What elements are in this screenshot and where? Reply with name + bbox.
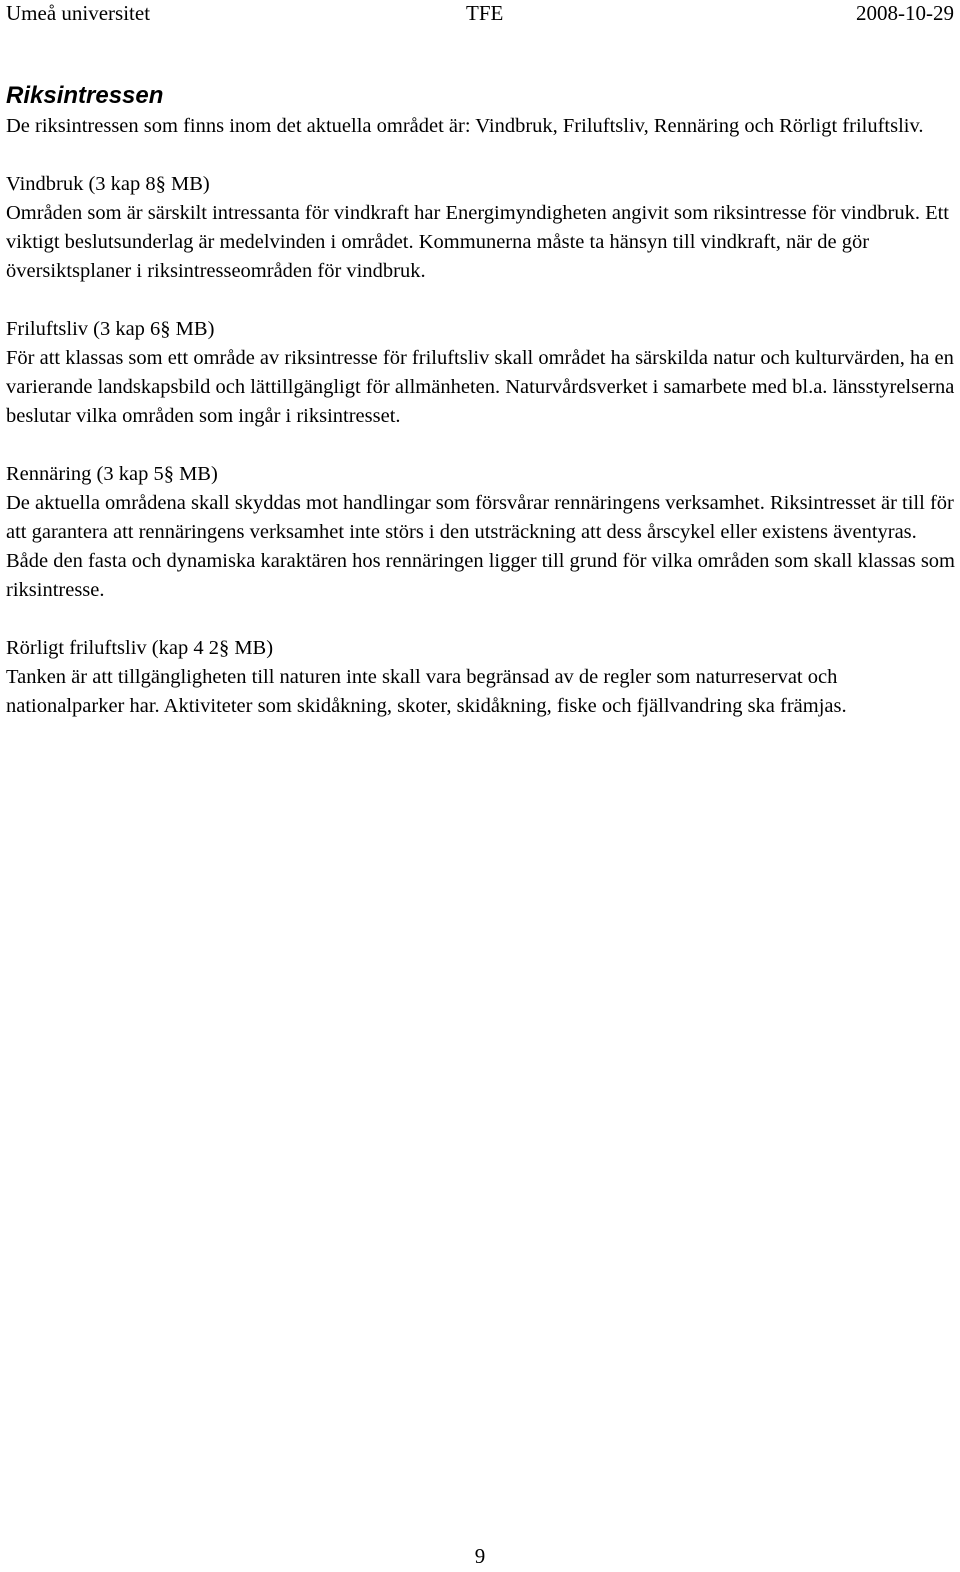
subsection-heading-vindbruk: Vindbruk (3 kap 8§ MB) — [6, 173, 210, 195]
subsection-body-friluftsliv: För att klassas som ett område av riksintresse för friluftsliv skall området ha särskilda natur och kulturvärden, ha en varierande landskapsbild och lättillgängligt för allmänheten. Naturvårdsverket i samarbete med bl.a. länsstyrelserna beslutar vilka områden som ingår i riksintresset. — [6, 347, 955, 427]
paragraph-gap — [6, 605, 956, 634]
header-department: TFE — [466, 1, 504, 25]
page-header — [6, 0, 954, 26]
subsection-body-rorligt-friluftsliv: Tanken är att tillgängligheten till naturen inte skall vara begränsad av de regler som naturreservat och nationalparker har. Aktiviteter som skidåkning, skoter, skidåkning, fiske och fjällvandring ska främjas. — [6, 666, 847, 717]
section-title: Riksintressen — [6, 82, 164, 109]
subsection-heading-friluftsliv: Friluftsliv (3 kap 6§ MB) — [6, 318, 215, 340]
document-body — [6, 80, 956, 721]
paragraph-gap — [6, 141, 956, 170]
subsection-body-vindbruk: Områden som är särskilt intressanta för vindkraft har Energimyndigheten angivit som riksintresse för vindbruk. Ett viktigt beslutsunderlag är medelvinden i området. Kommunerna måste ta hänsyn till vindkraft, när de gör översiktsplaner i riksintresseområden för vindbruk. — [6, 202, 949, 282]
subsection-heading-rorligt-friluftsliv: Rörligt friluftsliv (kap 4 2§ MB) — [6, 637, 274, 659]
paragraph-gap — [6, 286, 956, 315]
header-university: Umeå universitet — [6, 1, 151, 25]
intro-paragraph: De riksintressen som finns inom det aktuella området är: Vindbruk, Friluftsliv, Rennäring och Rörligt friluftsliv. — [6, 115, 924, 137]
subsection-heading-rennaring: Rennäring (3 kap 5§ MB) — [6, 463, 218, 485]
paragraph-gap — [6, 431, 956, 460]
header-date: 2008-10-29 — [856, 1, 954, 25]
subsection-body-rennaring: De aktuella områdena skall skyddas mot handlingar som försvårar rennäringens verksamhet. Riksintresset är till för att garantera att rennäringens verksamhet inte störs i den utsträckning att dess årscykel eller existens äventyras. Både den fasta och dynamiska karaktären hos rennäringen ligger till grund för vilka områden som skall klassas som riksintresse. — [6, 492, 956, 601]
page-number: 9 — [474, 1544, 486, 1568]
